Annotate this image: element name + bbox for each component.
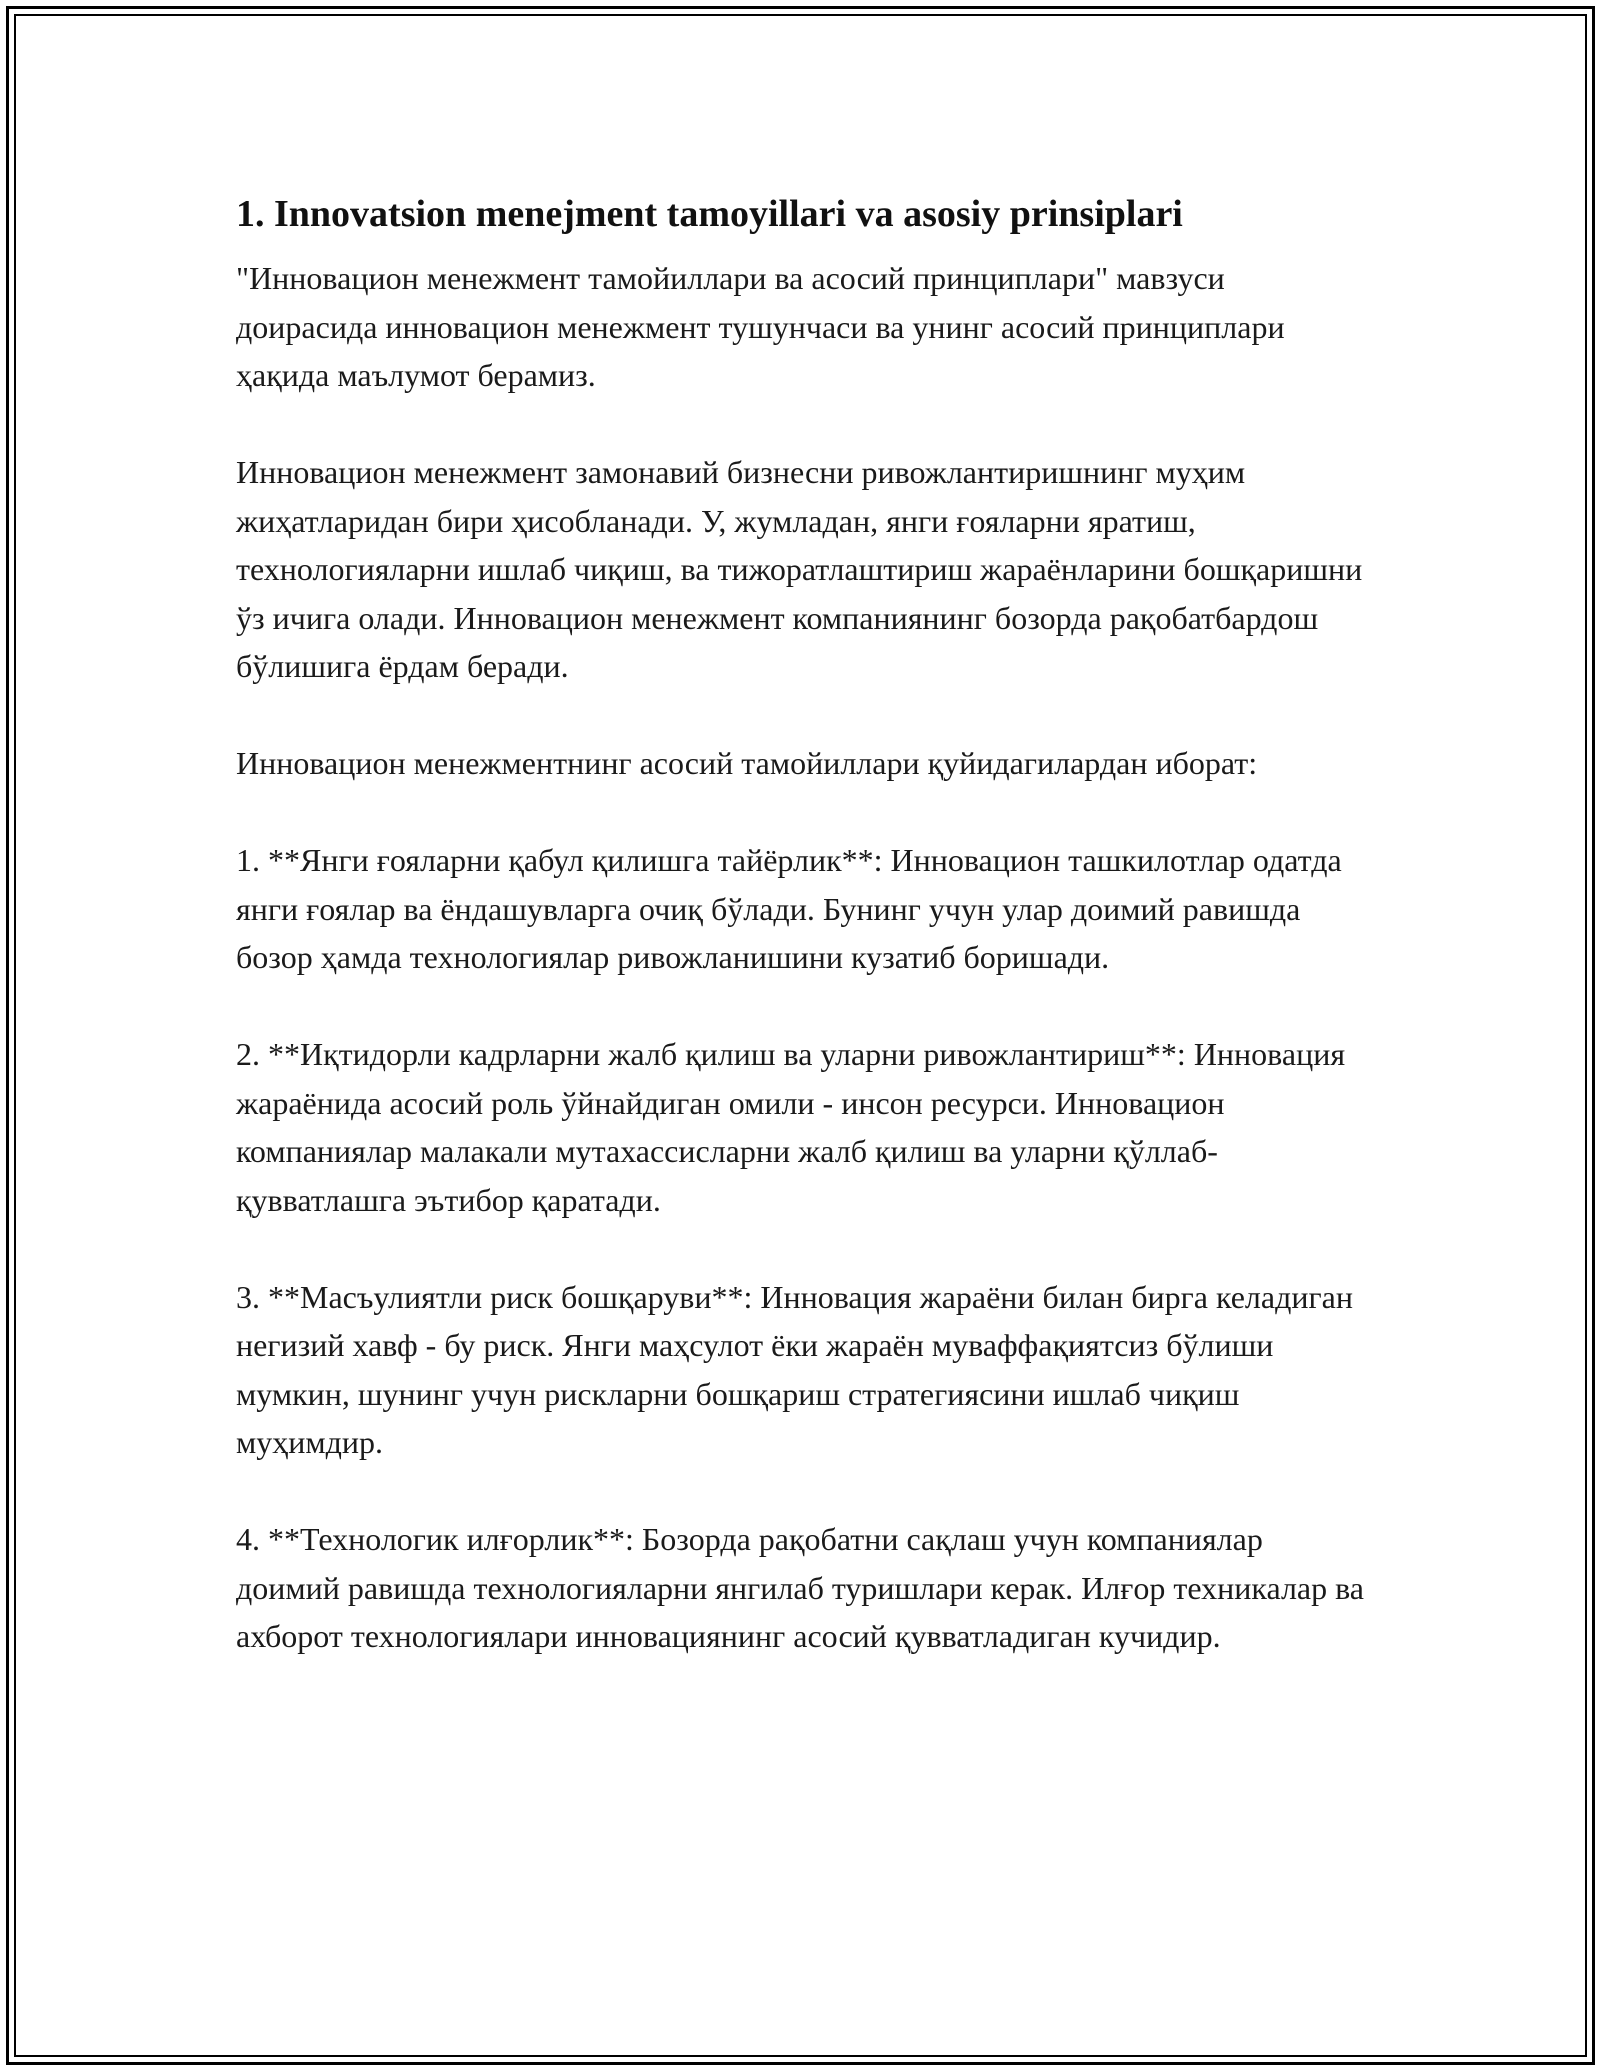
document-title: 1. Innovatsion menejment tamoyillari va asosiy prinsiplari <box>236 193 1183 235</box>
paragraph-intro: "Инновацион менежмент тамойиллари ва асосий принциплари" мавзуси доирасида инновацион менежмент тушунчаси ва унинг асосий принциплари ҳақида маълумот берамиз. <box>236 260 1285 393</box>
paragraph-overview: Инновацион менежмент замонавий бизнесни ривожлантиришнинг муҳим жиҳатларидан бири ҳисобланади. У, жумладан, янги ғояларни яратиш, технологияларни ишлаб чиқиш, ва тижоратлаштириш жараёнларини бошқаришни ўз ичига олади. Инновацион менежмент компаниянинг бозорда рақобатбардош бўлишига ёрдам беради. <box>236 454 1363 684</box>
list-item-principle-4: 4. **Технологик илғорлик**: Бозорда рақобатни сақлаш учун компаниялар доимий равишда технологияларни янгилаб туришлари керак. Илғор техникалар ва ахборот технологиялари инновациянинг асосий қувватладиган кучидир. <box>236 1521 1364 1654</box>
paragraph-principles-lead: Инновацион менежментнинг асосий тамойиллари қуйидагилардан иборат: <box>236 745 1258 781</box>
list-item-principle-1: 1. **Янги ғояларни қабул қилишга тайёрлик**: Инновацион ташкилотлар одатда янги ғоялар ва ёндашувларга очиқ бўлади. Бунинг учун улар доимий равишда бозор ҳамда технологиялар ривожланишини кузатиб боришади. <box>236 842 1342 975</box>
list-item-principle-3: 3. **Масъулиятли риск бошқаруви**: Инновация жараёни билан бирга келадиган негизий хавф - бу риск. Янги маҳсулот ёки жараён муваффақиятсиз бўлиши мумкин, шунинг учун рискларни бошқариш стратегиясини ишлаб чиқиш муҳимдир. <box>236 1278 1353 1460</box>
document-body <box>236 186 1366 1709</box>
list-item-principle-2: 2. **Иқтидорли кадрларни жалб қилиш ва уларни ривожлантириш**: Инновация жараёнида асосий роль ўйнайдиган омили - инсон ресурси. Инновацион компаниялар малакали мутахассисларни жалб қилиш ва уларни қўллаб-қувватлашга эътибор қаратади. <box>236 1036 1346 1218</box>
